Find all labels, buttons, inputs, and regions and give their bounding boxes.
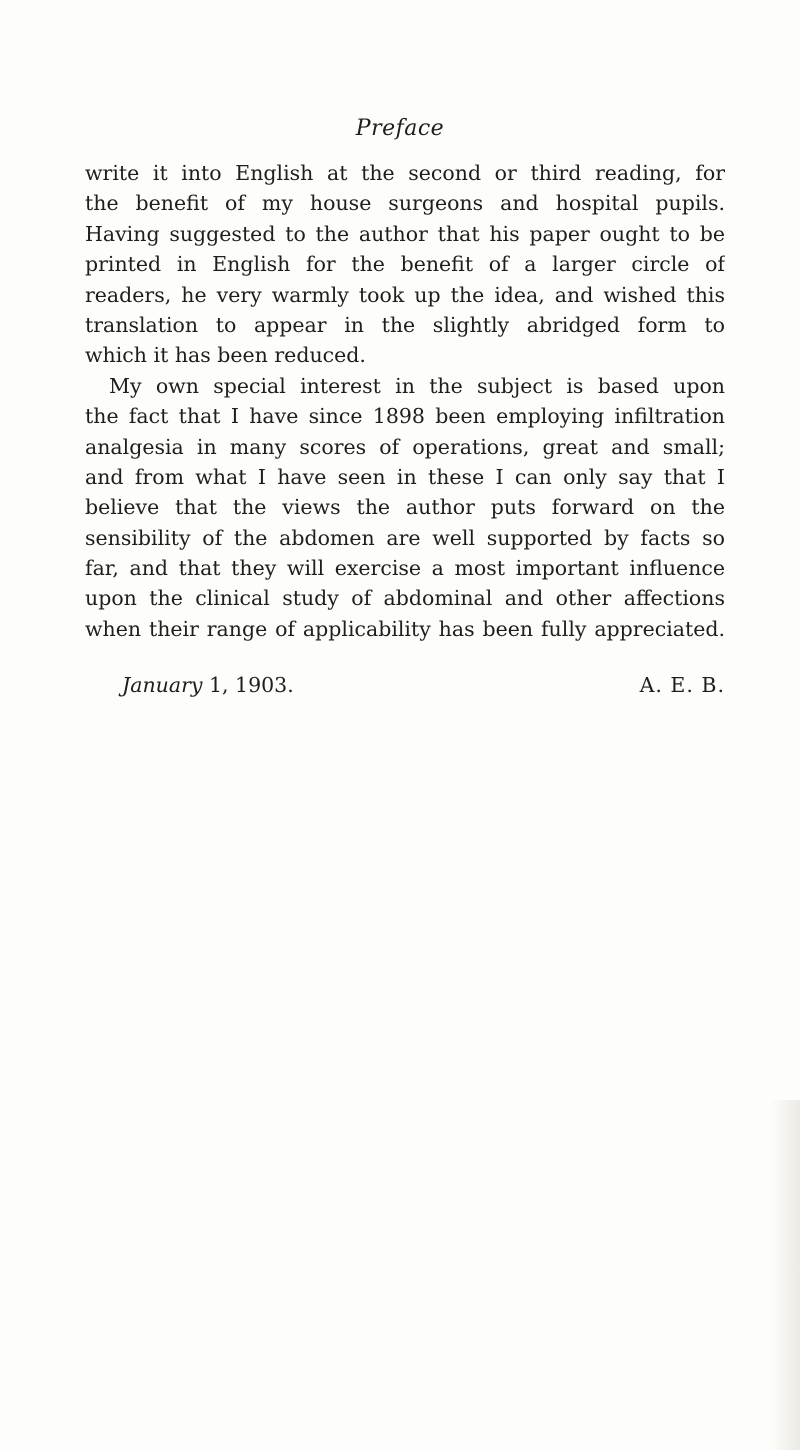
preface-text: [85, 158, 725, 644]
page-edge-shadow: [770, 1100, 800, 1450]
text-line: and from what I have seen in these I can only say that I: [85, 464, 725, 489]
date-month: January: [122, 673, 203, 697]
date: [122, 670, 294, 700]
text-line: write it into English at the second or third reading, for: [85, 161, 725, 185]
author-initials: A. E. B.: [639, 673, 725, 697]
text-line: the fact that I have since 1898 been employing infiltration: [85, 404, 725, 429]
text-line: My own special interest in the subject is based upon: [109, 373, 725, 398]
text-line: upon the clinical study of abdominal and other affections: [85, 586, 725, 611]
text-line: Having suggested to the author that his paper ought to be: [85, 221, 725, 246]
signature-line: [122, 670, 725, 700]
text-line: sensibility of the abdomen are well supported by facts so: [85, 525, 725, 550]
text-line: readers, he very warmly took up the idea, and wished this: [85, 282, 725, 307]
text-line: printed in English for the benefit of a larger circle of: [85, 252, 725, 277]
text-line: believe that the views the author puts forward on the: [85, 495, 725, 520]
date-day-year: 1, 1903.: [202, 673, 294, 697]
text-line: far, and that they will exercise a most important influence: [85, 556, 725, 581]
text-line: the benefit of my house surgeons and hospital pupils.: [85, 191, 725, 216]
text-line: which it has been reduced.: [85, 343, 366, 368]
running-head: Preface: [355, 116, 445, 141]
text-line: analgesia in many scores of operations, great and small;: [85, 434, 725, 459]
text-line: translation to appear in the slightly abridged form to: [85, 312, 725, 337]
text-line: when their range of applicability has been fully appreciated.: [85, 616, 725, 641]
